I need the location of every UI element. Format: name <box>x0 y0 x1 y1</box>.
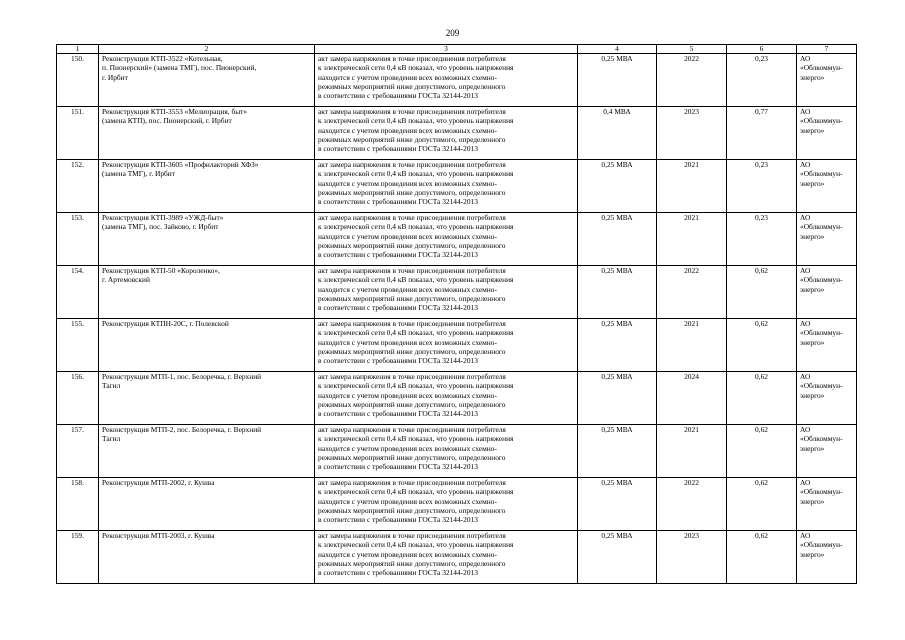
cost-value: 0,23 <box>727 213 797 266</box>
row-number: 151. <box>57 107 99 160</box>
table-body <box>57 54 857 584</box>
organization-name: АО «Облкоммун- энерго» <box>797 266 857 319</box>
row-number: 152. <box>57 160 99 213</box>
page-number: 209 <box>445 28 460 38</box>
project-name: Реконструкция КТП-50 «Короленко», г. Артемовский <box>99 266 315 319</box>
table-row <box>57 531 857 584</box>
project-name: Реконструкция МТП-2002, г. Кушва <box>99 478 315 531</box>
project-name: Реконструкция МТП-2, пос. Белоречка, г. Верхний Тагил <box>99 425 315 478</box>
organization-name: АО «Облкоммун- энерго» <box>797 531 857 584</box>
justification-text: акт замера напряжения в точке присоединения потребителя к электрической сети 0,4 кВ показал, что уровень напряжения находится с учетом проведения всех возможных схемно- режимных мероприятий ниже допустимого, определенного в соответствии с требованиями ГОСТа 32144-2013 <box>315 213 578 266</box>
column-header: 5 <box>657 45 727 54</box>
table-row <box>57 213 857 266</box>
row-number: 155. <box>57 319 99 372</box>
table-row <box>57 54 857 107</box>
project-name: Реконструкция КТП-3553 «Мелиорация, быт» (замена КТП), пос. Пионерский, г. Ирбит <box>99 107 315 160</box>
justification-text: акт замера напряжения в точке присоединения потребителя к электрической сети 0,4 кВ показал, что уровень напряжения находится с учетом проведения всех возможных схемно- режимных мероприятий ниже допустимого, определенного в соответствии с требованиями ГОСТа 32144-2013 <box>315 531 578 584</box>
table-row <box>57 425 857 478</box>
justification-text: акт замера напряжения в точке присоединения потребителя к электрической сети 0,4 кВ показал, что уровень напряжения находится с учетом проведения всех возможных схемно- режимных мероприятий ниже допустимого, определенного в соответствии с требованиями ГОСТа 32144-2013 <box>315 160 578 213</box>
justification-text: акт замера напряжения в точке присоединения потребителя к электрической сети 0,4 кВ показал, что уровень напряжения находится с учетом проведения всех возможных схемно- режимных мероприятий ниже допустимого, определенного в соответствии с требованиями ГОСТа 32144-2013 <box>315 266 578 319</box>
justification-text: акт замера напряжения в точке присоединения потребителя к электрической сети 0,4 кВ показал, что уровень напряжения находится с учетом проведения всех возможных схемно- режимных мероприятий ниже допустимого, определенного в соответствии с требованиями ГОСТа 32144-2013 <box>315 425 578 478</box>
row-number: 154. <box>57 266 99 319</box>
cost-value: 0,62 <box>727 478 797 531</box>
table-row <box>57 266 857 319</box>
column-header: 1 <box>57 45 99 54</box>
column-header: 6 <box>727 45 797 54</box>
year-value: 2021 <box>657 319 727 372</box>
organization-name: АО «Облкоммун- энерго» <box>797 160 857 213</box>
row-number: 157. <box>57 425 99 478</box>
row-number: 150. <box>57 54 99 107</box>
capacity-value: 0,25 МВА <box>578 266 657 319</box>
cost-value: 0,23 <box>727 160 797 213</box>
year-value: 2024 <box>657 372 727 425</box>
organization-name: АО «Облкоммун- энерго» <box>797 478 857 531</box>
column-number-row <box>57 45 857 54</box>
justification-text: акт замера напряжения в точке присоединения потребителя к электрической сети 0,4 кВ показал, что уровень напряжения находится с учетом проведения всех возможных схемно- режимных мероприятий ниже допустимого, определенного в соответствии с требованиями ГОСТа 32144-2013 <box>315 478 578 531</box>
capacity-value: 0,25 МВА <box>578 425 657 478</box>
year-value: 2021 <box>657 160 727 213</box>
column-header: 3 <box>315 45 578 54</box>
year-value: 2022 <box>657 54 727 107</box>
organization-name: АО «Облкоммун- энерго» <box>797 107 857 160</box>
year-value: 2022 <box>657 478 727 531</box>
cost-value: 0,62 <box>727 319 797 372</box>
organization-name: АО «Облкоммун- энерго» <box>797 372 857 425</box>
row-number: 159. <box>57 531 99 584</box>
column-header: 2 <box>99 45 315 54</box>
cost-value: 0,23 <box>727 54 797 107</box>
capacity-value: 0,25 МВА <box>578 478 657 531</box>
project-table <box>56 44 857 584</box>
capacity-value: 0,25 МВА <box>578 213 657 266</box>
cost-value: 0,77 <box>727 107 797 160</box>
project-name: Реконструкция КТП-3989 «УЖД-быт» (замена ТМГ), пос. Зайково, г. Ирбит <box>99 213 315 266</box>
row-number: 156. <box>57 372 99 425</box>
year-value: 2023 <box>657 107 727 160</box>
justification-text: акт замера напряжения в точке присоединения потребителя к электрической сети 0,4 кВ показал, что уровень напряжения находится с учетом проведения всех возможных схемно- режимных мероприятий ниже допустимого, определенного в соответствии с требованиями ГОСТа 32144-2013 <box>315 319 578 372</box>
table-row <box>57 160 857 213</box>
justification-text: акт замера напряжения в точке присоединения потребителя к электрической сети 0,4 кВ показал, что уровень напряжения находится с учетом проведения всех возможных схемно- режимных мероприятий ниже допустимого, определенного в соответствии с требованиями ГОСТа 32144-2013 <box>315 372 578 425</box>
organization-name: АО «Облкоммун- энерго» <box>797 54 857 107</box>
table-row <box>57 319 857 372</box>
organization-name: АО «Облкоммун- энерго» <box>797 425 857 478</box>
capacity-value: 0,25 МВА <box>578 160 657 213</box>
row-number: 153. <box>57 213 99 266</box>
table-row <box>57 372 857 425</box>
project-name: Реконструкция КТП-3522 «Котельная, п. Пионерский» (замена ТМГ), пос. Пионерский, г. Ирбит <box>99 54 315 107</box>
project-name: Реконструкция МТП-2003, г. Кушва <box>99 531 315 584</box>
year-value: 2022 <box>657 266 727 319</box>
row-number: 158. <box>57 478 99 531</box>
cost-value: 0,62 <box>727 266 797 319</box>
capacity-value: 0,25 МВА <box>578 54 657 107</box>
year-value: 2021 <box>657 425 727 478</box>
cost-value: 0,62 <box>727 531 797 584</box>
table-row <box>57 107 857 160</box>
cost-value: 0,62 <box>727 425 797 478</box>
capacity-value: 0,4 МВА <box>578 107 657 160</box>
justification-text: акт замера напряжения в точке присоединения потребителя к электрической сети 0,4 кВ показал, что уровень напряжения находится с учетом проведения всех возможных схемно- режимных мероприятий ниже допустимого, определенного в соответствии с требованиями ГОСТа 32144-2013 <box>315 107 578 160</box>
organization-name: АО «Облкоммун- энерго» <box>797 319 857 372</box>
project-name: Реконструкция МТП-1, пос. Белоречка, г. Верхний Тагил <box>99 372 315 425</box>
capacity-value: 0,25 МВА <box>578 372 657 425</box>
capacity-value: 0,25 МВА <box>578 531 657 584</box>
project-name: Реконструкция КТПН-20С, г. Полевской <box>99 319 315 372</box>
column-header: 7 <box>797 45 857 54</box>
year-value: 2023 <box>657 531 727 584</box>
project-name: Реконструкция КТП-3605 «Профилакторий ХФЗ» (замена ТМГ), г. Ирбит <box>99 160 315 213</box>
table-row <box>57 478 857 531</box>
justification-text: акт замера напряжения в точке присоединения потребителя к электрической сети 0,4 кВ показал, что уровень напряжения находится с учетом проведения всех возможных схемно- режимных мероприятий ниже допустимого, определенного в соответствии с требованиями ГОСТа 32144-2013 <box>315 54 578 107</box>
capacity-value: 0,25 МВА <box>578 319 657 372</box>
organization-name: АО «Облкоммун- энерго» <box>797 213 857 266</box>
cost-value: 0,62 <box>727 372 797 425</box>
year-value: 2021 <box>657 213 727 266</box>
column-header: 4 <box>578 45 657 54</box>
